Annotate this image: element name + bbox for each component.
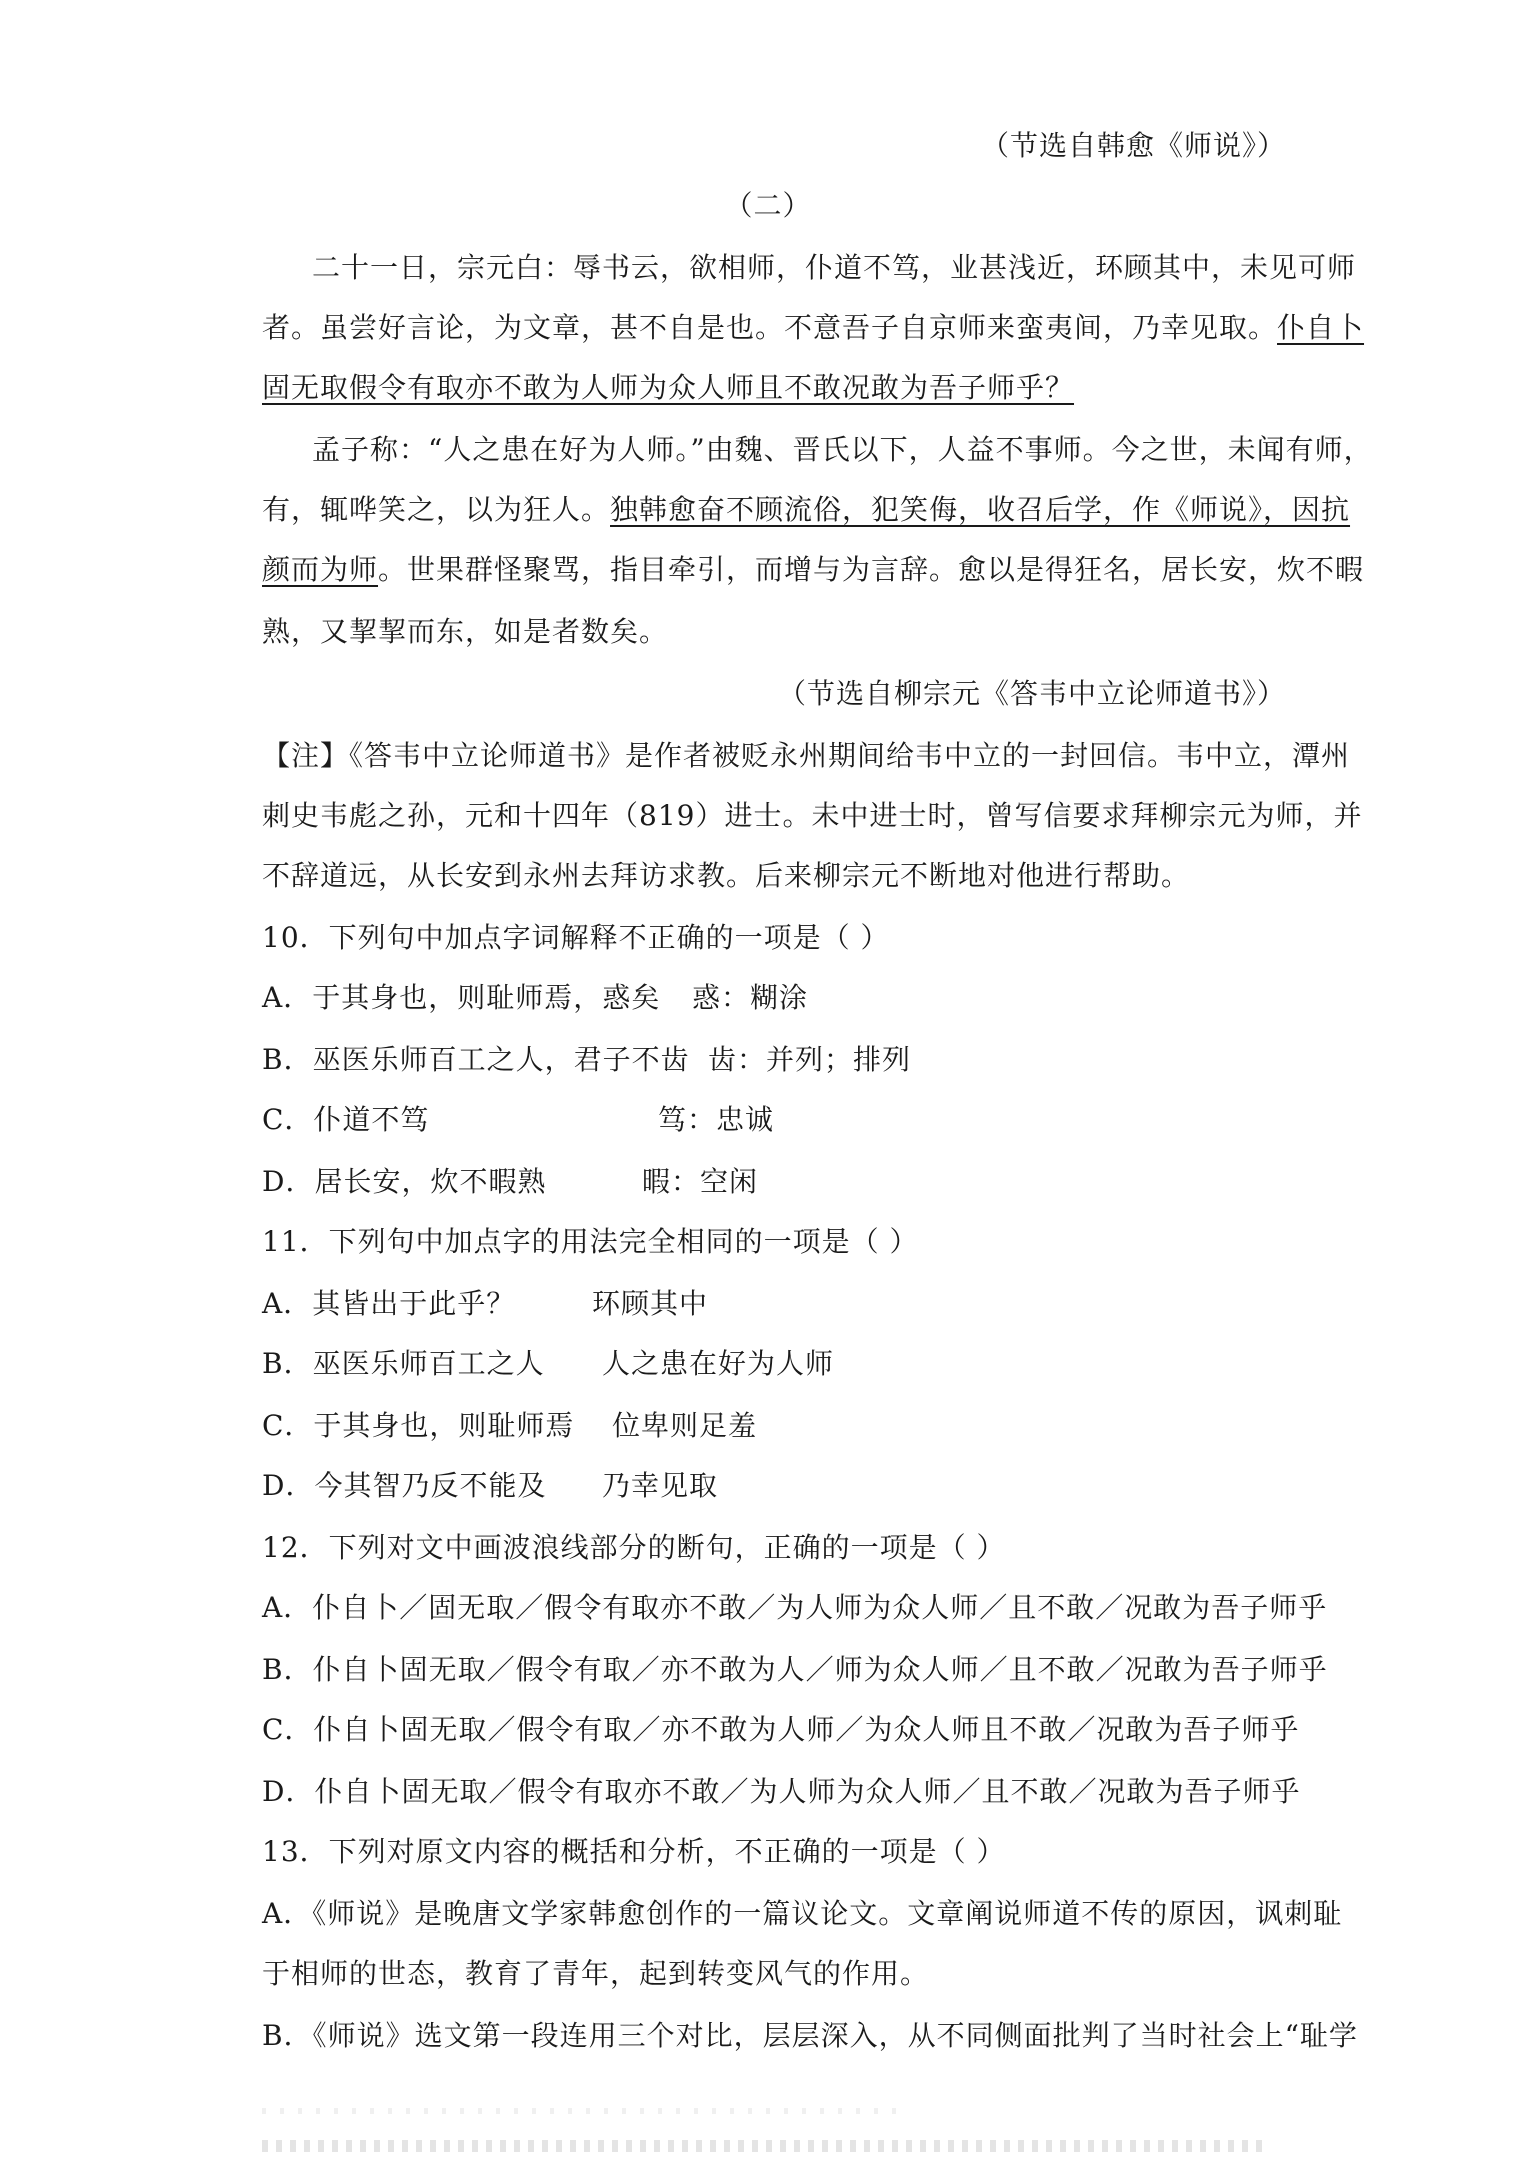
faded-text-remnant (262, 2108, 902, 2114)
question-11-option-d (262, 1466, 719, 1506)
wavy-underlined-text: 固无取假令有取亦不敢为人师为众人师且不敢况敢为吾子师乎？ (262, 371, 1075, 404)
source-citation-1: （节选自韩愈《师说》） (980, 129, 1286, 162)
passage2-line-6 (262, 550, 1364, 590)
passage2-line-6-text: 。世果群怪聚骂，指目牵引，而增与为言辞。愈以是得狂名，居长安，炊不暇 (378, 553, 1365, 586)
question-10-option-c (262, 1100, 775, 1140)
passage2-line-2 (262, 308, 1364, 348)
wavy-underlined-text: 仆自卜 (1277, 311, 1365, 344)
underlined-text: 颜而为师 (262, 553, 379, 586)
passage2-line-3 (262, 368, 1074, 408)
option-compare: 环顾其中 (592, 1287, 709, 1320)
underlined-text: 独韩愈奋不顾流俗，犯笑侮，收召后学，作《师说》，因抗 (610, 493, 1351, 526)
question-11-option-b (262, 1344, 835, 1384)
question-11-option-a (262, 1284, 709, 1324)
question-12-option-a: A．仆自卜／固无取／假令有取亦不敢／为人师为众人师／且不敢／况敢为吾子师乎 (262, 1591, 1328, 1624)
note-line-3: 不辞道远，从长安到永州去拜访求教。后来柳宗元不断地对他进行帮助。 (262, 859, 1191, 892)
question-10-option-d (262, 1162, 759, 1202)
note-line-1: 【注】《答韦中立论师道书》是作者被贬永州期间给韦中立的一封回信。韦中立，潭州 (262, 739, 1351, 772)
passage2-line-1: 二十一日，宗元白：辱书云，欲相师，仆道不笃，业甚浅近，环顾其中，未见可师 (312, 251, 1357, 284)
source-citation-2: （节选自柳宗元《答韦中立论师道书》） (777, 677, 1286, 710)
option-text: D．居长安，炊不暇熟 (262, 1165, 547, 1198)
question-13-stem: 13．下列对原文内容的概括和分析，不正确的一项是（ ） (262, 1835, 1006, 1868)
option-gloss: 暇：空闲 (642, 1165, 759, 1198)
option-text: A．于其身也，则耻师焉，惑矣 (262, 981, 661, 1014)
question-13-option-b-line-1: B．《师说》选文第一段连用三个对比，层层深入，从不同侧面批判了当时社会上“耻学 (262, 2019, 1358, 2052)
question-11-stem: 11．下列句中加点字的用法完全相同的一项是（ ） (262, 1225, 919, 1258)
option-compare: 位卑则足羞 (612, 1409, 758, 1442)
passage2-line-5 (262, 490, 1350, 530)
question-12-stem: 12．下列对文中画波浪线部分的断句，正确的一项是（ ） (262, 1531, 1006, 1564)
option-gloss: 笃：忠诚 (658, 1103, 775, 1136)
question-12-option-d: D．仆自卜固无取／假令有取亦不敢／为人师为众人师／且不敢／况敢为吾子师乎 (262, 1775, 1301, 1808)
option-compare: 人之患在好为人师 (602, 1347, 835, 1380)
question-12-option-c: C．仆自卜固无取／假令有取／亦不敢为人师／为众人师且不敢／况敢为吾子师乎 (262, 1713, 1300, 1746)
passage2-line-2-text: 者。虽尝好言论，为文章，甚不自是也。不意吾子自京师来蛮夷间，乃幸见取。 (262, 311, 1278, 344)
question-13-option-a-line-2: 于相师的世态，教育了青年，起到转变风气的作用。 (262, 1957, 930, 1990)
option-text: A．其皆出于此乎？ (262, 1287, 516, 1320)
question-12-option-b: B．仆自卜固无取／假令有取／亦不敢为人／师为众人师／且不敢／况敢为吾子师乎 (262, 1653, 1328, 1686)
question-10-option-a (262, 978, 809, 1018)
question-10-option-b (262, 1040, 912, 1080)
question-10-stem: 10．下列句中加点字词解释不正确的一项是（ ） (262, 921, 890, 954)
question-11-option-c (262, 1406, 758, 1446)
option-text: C．仆道不笃 (262, 1103, 430, 1136)
passage2-line-5-text: 有，辄哗笑之，以为狂人。 (262, 493, 611, 526)
section-heading-2: （二） (724, 189, 812, 222)
passage2-line-4: 孟子称：“人之患在好为人师。”由魏、晋氏以下，人益不事师。今之世，未闻有师， (312, 433, 1373, 466)
option-gloss: 惑：糊涂 (692, 981, 809, 1014)
option-compare: 乃幸见取 (602, 1469, 719, 1502)
option-text: B．巫医乐师百工之人，君子不齿 (262, 1043, 690, 1076)
note-line-2: 刺史韦彪之孙，元和十四年（819）进士。未中进士时，曾写信要求拜柳宗元为师，并 (262, 799, 1363, 832)
passage2-line-7: 熟，又挈挈而东，如是者数矣。 (262, 615, 669, 648)
option-text: D．今其智乃反不能及 (262, 1469, 547, 1502)
faded-text-remnant (262, 2140, 1262, 2152)
question-13-option-a-line-1: A．《师说》是晚唐文学家韩愈创作的一篇议论文。文章阐说师道不传的原因，讽刺耻 (262, 1897, 1343, 1930)
option-text: B．巫医乐师百工之人 (262, 1347, 545, 1380)
option-text: C．于其身也，则耻师焉 (262, 1409, 575, 1442)
option-gloss: 齿：并列；排列 (708, 1043, 912, 1076)
